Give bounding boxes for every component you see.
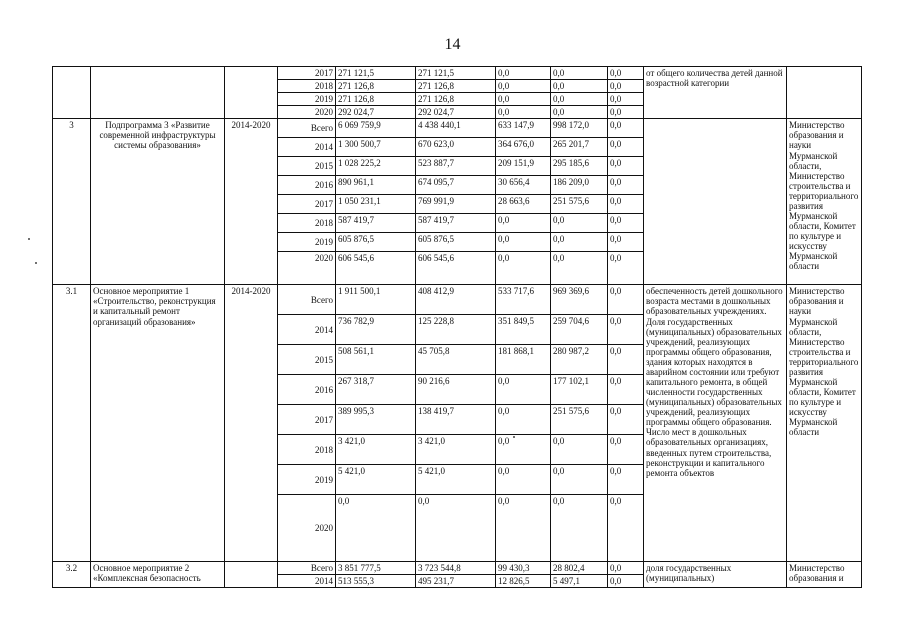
cell-year: 2019 (278, 93, 336, 106)
cell-value: 1 028 225,2 (336, 157, 416, 176)
cell-value: 606 545,6 (416, 252, 496, 285)
cell-value: 6 069 759,9 (336, 119, 416, 138)
cell-year: 2015 (278, 157, 336, 176)
cell-value: 351 849,5 (496, 315, 551, 345)
cell-value: 12 826,5 (496, 575, 551, 588)
cell-value: 587 419,7 (416, 214, 496, 233)
cell-executor: Министерство образования и науки Мурманской области, Министерство строительства и территориального развития Мурманской области, Комитет по культуре и искусству Мурманской области (787, 119, 862, 285)
scan-speck (35, 262, 37, 264)
cell-value: 271 126,8 (416, 80, 496, 93)
cell-executor: Министерство образования и науки Мурманской области, Министерство строительства и территориального развития Мурманской области, Комитет по культуре и искусству Мурманской области (787, 285, 862, 562)
cell-year: 2019 (278, 233, 336, 252)
cell-value: 0,0 (496, 233, 551, 252)
cell-value: 0,0 (608, 575, 644, 588)
cell-value: 0,0 (608, 285, 644, 315)
cell-value: 633 147,9 (496, 119, 551, 138)
cell-year: 2018 (278, 435, 336, 465)
cell-value: 769 991,9 (416, 195, 496, 214)
cell-goal (644, 119, 787, 285)
cell-year: 2018 (278, 214, 336, 233)
cell-value: 271 126,8 (336, 80, 416, 93)
cell-value: 209 151,9 (496, 157, 551, 176)
cell-value: 0,0 (551, 233, 608, 252)
table-row (53, 119, 862, 138)
cell-value: 280 987,2 (551, 345, 608, 375)
cell-value: 0,0 (551, 67, 608, 80)
cell-value: 0,0 (551, 214, 608, 233)
cell-num (53, 67, 91, 119)
cell-period: 2014-2020 (225, 119, 278, 285)
cell-year: 2017 (278, 67, 336, 80)
cell-year: Всего (278, 285, 336, 315)
cell-value: 0,0 (608, 195, 644, 214)
cell-goal: доля государственных (муниципальных) (644, 562, 787, 588)
cell-value: 267 318,7 (336, 375, 416, 405)
cell-year: 2016 (278, 176, 336, 195)
cell-value: 670 623,0 (416, 138, 496, 157)
cell-value: 389 995,3 (336, 405, 416, 435)
cell-value: 0,0 (608, 562, 644, 575)
cell-value: 890 961,1 (336, 176, 416, 195)
cell-value: 969 369,6 (551, 285, 608, 315)
page-number: 14 (444, 36, 461, 53)
cell-year: 2020 (278, 252, 336, 285)
cell-year: Всего (278, 119, 336, 138)
cell-value: 0,0 (496, 495, 551, 562)
cell-name: Основное мероприятие 2 «Комплексная безопасность (91, 562, 225, 588)
cell-value: 998 172,0 (551, 119, 608, 138)
cell-value: 265 201,7 (551, 138, 608, 157)
cell-value: 0,0 (496, 67, 551, 80)
cell-value: 0,0 (496, 435, 551, 465)
cell-value: 587 419,7 (336, 214, 416, 233)
cell-value: 28 802,4 (551, 562, 608, 575)
cell-year: 2014 (278, 575, 336, 588)
cell-year: Всего (278, 562, 336, 575)
cell-value: 0,0 (496, 214, 551, 233)
cell-value: 5 497,1 (551, 575, 608, 588)
cell-period (225, 562, 278, 588)
cell-value: 0,0 (608, 214, 644, 233)
cell-value: 364 676,0 (496, 138, 551, 157)
cell-name (91, 67, 225, 119)
cell-value: 0,0 (496, 93, 551, 106)
scan-speck (513, 436, 515, 438)
program-table (52, 66, 862, 588)
cell-period (225, 67, 278, 119)
cell-value: 3 421,0 (416, 435, 496, 465)
cell-num: 3.1 (53, 285, 91, 562)
table-row (53, 67, 862, 80)
cell-executor: Министерство образования и (787, 562, 862, 588)
cell-value: 0,0 (551, 465, 608, 495)
cell-value: 408 412,9 (416, 285, 496, 315)
cell-value: 605 876,5 (416, 233, 496, 252)
cell-value: 259 704,6 (551, 315, 608, 345)
cell-value: 0,0 (608, 375, 644, 405)
cell-value: 513 555,3 (336, 575, 416, 588)
table-row (53, 562, 862, 575)
cell-value: 0,0 (416, 495, 496, 562)
cell-year: 2015 (278, 345, 336, 375)
cell-value: 0,0 (608, 80, 644, 93)
cell-year: 2016 (278, 375, 336, 405)
cell-value: 0,0 (608, 138, 644, 157)
cell-value: 0,0 (608, 119, 644, 138)
cell-value: 0,0 (496, 106, 551, 119)
cell-value: 605 876,5 (336, 233, 416, 252)
cell-value: 5 421,0 (416, 465, 496, 495)
cell-goal: от общего количества детей данной возрастной категории (644, 67, 787, 119)
cell-value: 251 575,6 (551, 405, 608, 435)
cell-value: 0,0 (551, 435, 608, 465)
cell-num: 3 (53, 119, 91, 285)
cell-value: 0,0 (608, 495, 644, 562)
cell-value: 0,0 (608, 465, 644, 495)
cell-value: 606 545,6 (336, 252, 416, 285)
cell-num: 3.2 (53, 562, 91, 588)
cell-value: 0,0 (608, 157, 644, 176)
cell-year: 2020 (278, 495, 336, 562)
cell-value: 181 868,1 (496, 345, 551, 375)
cell-year: 2014 (278, 315, 336, 345)
cell-value: 1 300 500,7 (336, 138, 416, 157)
cell-value: 186 209,0 (551, 176, 608, 195)
cell-value: 138 419,7 (416, 405, 496, 435)
cell-value: 292 024,7 (336, 106, 416, 119)
cell-value: 0,0 (336, 495, 416, 562)
cell-value: 292 024,7 (416, 106, 496, 119)
cell-year: 2018 (278, 80, 336, 93)
cell-value: 0,0 (496, 252, 551, 285)
cell-value: 30 656,4 (496, 176, 551, 195)
cell-value: 251 575,6 (551, 195, 608, 214)
cell-value: 0,0 (608, 93, 644, 106)
cell-value: 3 421,0 (336, 435, 416, 465)
cell-value: 5 421,0 (336, 465, 416, 495)
cell-value: 0,0 (608, 405, 644, 435)
cell-value: 271 126,8 (416, 93, 496, 106)
scan-speck (28, 238, 30, 240)
cell-value: 28 663,6 (496, 195, 551, 214)
cell-value: 0,0 (551, 80, 608, 93)
cell-value: 523 887,7 (416, 157, 496, 176)
cell-name: Основное мероприятие 1 «Строительство, реконструкция и капитальный ремонт организаций образования» (91, 285, 225, 562)
cell-value: 0,0 (608, 176, 644, 195)
cell-value: 0,0 (608, 233, 644, 252)
cell-value: 4 438 440,1 (416, 119, 496, 138)
cell-value: 0,0 (608, 315, 644, 345)
cell-value: 0,0 (608, 67, 644, 80)
cell-year: 2019 (278, 465, 336, 495)
table-row (53, 285, 862, 315)
cell-value: 295 185,6 (551, 157, 608, 176)
cell-value: 271 121,5 (416, 67, 496, 80)
cell-value: 0,0 (551, 93, 608, 106)
cell-value: 0,0 (608, 252, 644, 285)
cell-value: 271 121,5 (336, 67, 416, 80)
cell-goal: обеспеченность детей дошкольного возраста местами в дошкольных образовательных учреждениях. Доля государственных (муниципальных) образовательных учреждений, реализующих программы общего образования, здания которых находятся в аварийном состоянии или требуют капитального ремонта, в общей численности государственных (муниципальных) образовательных учреждений, реализующих программы общего образования. Число мест в дошкольных образовательных организациях, введенных путем строительства, реконструкции и капитального ремонта объектов (644, 285, 787, 562)
cell-value: 495 231,7 (416, 575, 496, 588)
cell-name: Подпрограмма 3 «Развитие современной инфраструктуры системы образования» (91, 119, 225, 285)
cell-value: 0,0 (496, 405, 551, 435)
cell-value: 125 228,8 (416, 315, 496, 345)
cell-value: 508 561,1 (336, 345, 416, 375)
cell-value: 177 102,1 (551, 375, 608, 405)
cell-executor (787, 67, 862, 119)
cell-value: 1 050 231,1 (336, 195, 416, 214)
cell-value: 90 216,6 (416, 375, 496, 405)
cell-period: 2014-2020 (225, 285, 278, 562)
cell-year: 2014 (278, 138, 336, 157)
cell-value: 0,0 (496, 80, 551, 93)
cell-year: 2017 (278, 405, 336, 435)
cell-value: 0,0 (608, 435, 644, 465)
cell-value: 271 126,8 (336, 93, 416, 106)
cell-value: 0,0 (496, 375, 551, 405)
cell-value: 0,0 (551, 106, 608, 119)
cell-value: 1 911 500,1 (336, 285, 416, 315)
cell-value: 0,0 (608, 106, 644, 119)
cell-value: 99 430,3 (496, 562, 551, 575)
cell-value: 0,0 (608, 345, 644, 375)
cell-year: 2017 (278, 195, 336, 214)
cell-value: 736 782,9 (336, 315, 416, 345)
cell-value: 533 717,6 (496, 285, 551, 315)
cell-value: 0,0 (496, 465, 551, 495)
cell-value: 45 705,8 (416, 345, 496, 375)
cell-value: 3 851 777,5 (336, 562, 416, 575)
cell-year: 2020 (278, 106, 336, 119)
cell-value: 0,0 (551, 495, 608, 562)
cell-value: 0,0 (551, 252, 608, 285)
cell-value: 3 723 544,8 (416, 562, 496, 575)
cell-value: 674 095,7 (416, 176, 496, 195)
